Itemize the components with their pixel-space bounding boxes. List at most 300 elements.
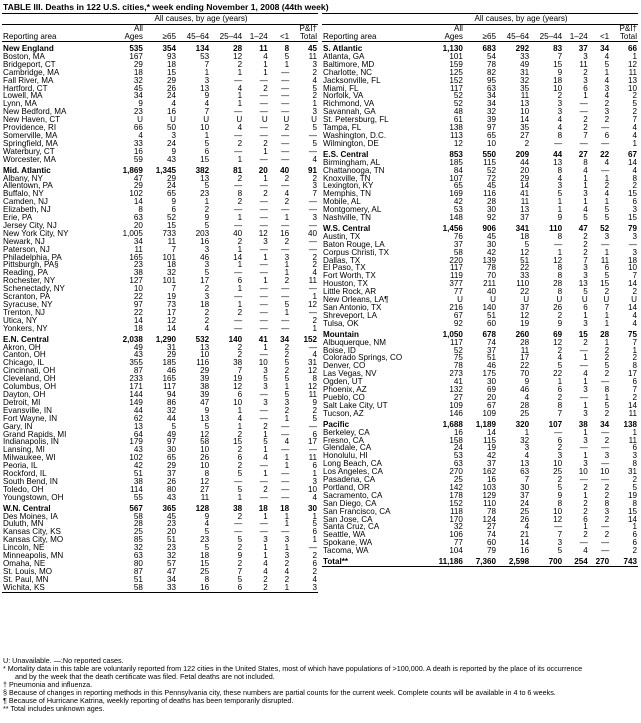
table-row bbox=[2, 513, 318, 521]
cell-value: 12 bbox=[307, 383, 317, 391]
cell-value: 38 bbox=[578, 419, 588, 429]
cell-value: 16 bbox=[177, 584, 210, 592]
cell-value: 8 bbox=[632, 174, 637, 183]
cell-value: 80 bbox=[167, 485, 177, 494]
cell-value: 2 bbox=[263, 422, 268, 431]
cell-value: 159 bbox=[449, 60, 463, 69]
cell-value: 13 bbox=[200, 343, 210, 352]
reporting-area-name: Philadelphia, PA bbox=[3, 253, 62, 262]
cell-value: — bbox=[259, 390, 268, 399]
cell-value: 4 bbox=[284, 190, 290, 199]
reporting-area-name: Salt Lake City, UT bbox=[323, 401, 388, 410]
cell-value: 3 bbox=[632, 206, 637, 215]
cell-value: 12 bbox=[520, 248, 530, 257]
cell-value: 2 bbox=[604, 346, 610, 355]
table-row bbox=[2, 246, 318, 254]
cell-value: 5 bbox=[284, 359, 290, 368]
cell-value: 14 bbox=[233, 253, 243, 262]
cell-value: — bbox=[308, 285, 317, 294]
reporting-area-name: Cincinnati, OH bbox=[3, 367, 56, 376]
cell-value: 102 bbox=[129, 190, 143, 199]
reporting-area-name: South Bend, IN bbox=[3, 477, 58, 486]
cell-value: 1 bbox=[284, 308, 290, 317]
reporting-area-name: Dayton, OH bbox=[3, 390, 46, 399]
cell-value: 550 bbox=[482, 149, 497, 159]
cell-value: 1 bbox=[237, 261, 243, 270]
table-row bbox=[2, 552, 318, 560]
cell-value: 17 bbox=[167, 308, 177, 317]
cell-value: 4 bbox=[204, 520, 210, 529]
reporting-area-name: Chicago, IL bbox=[3, 359, 44, 368]
cell-value: 5 bbox=[204, 182, 210, 191]
cell-value: 175 bbox=[482, 370, 497, 379]
cell-value: 4 bbox=[632, 131, 637, 140]
cell-value: 1,345 bbox=[155, 165, 177, 175]
cell-value: 5 bbox=[632, 100, 637, 109]
cell-value: 14 bbox=[133, 316, 143, 325]
cell-value: 22 bbox=[520, 362, 530, 371]
reporting-area-name: Shreveport, LA bbox=[323, 311, 377, 320]
cell-value: 4 bbox=[237, 124, 243, 132]
cell-value: 12 bbox=[258, 229, 268, 238]
cell-value: 1 bbox=[604, 338, 610, 347]
cell-value: 4 bbox=[284, 438, 290, 447]
cell-value: 58 bbox=[133, 512, 143, 521]
reporting-area-name: San Diego, CA bbox=[323, 499, 377, 508]
cell-value: 13 bbox=[200, 174, 210, 183]
table-row bbox=[322, 198, 638, 206]
cell-value: 31 bbox=[627, 468, 637, 477]
cell-value: 743 bbox=[610, 555, 638, 566]
table-row bbox=[322, 437, 638, 445]
reporting-area-name: Omaha, NE bbox=[3, 560, 46, 568]
cell-value: 320 bbox=[515, 419, 530, 429]
cell-value: 38 bbox=[233, 503, 243, 513]
cell-value: 2 bbox=[632, 92, 637, 101]
cell-value: 1,130 bbox=[442, 44, 463, 53]
cell-value: 11 bbox=[520, 346, 530, 355]
cell-value: 2 bbox=[632, 354, 637, 363]
cell-value: 2 bbox=[263, 139, 268, 148]
cell-value: — bbox=[259, 520, 268, 529]
cell-value: 13 bbox=[200, 414, 210, 423]
cell-value: 169 bbox=[449, 190, 463, 199]
cell-value: 3 bbox=[204, 293, 210, 301]
cell-value: — bbox=[281, 422, 290, 431]
cell-value: — bbox=[601, 139, 610, 148]
cell-value: 10 bbox=[520, 108, 530, 117]
cell-value: — bbox=[281, 245, 290, 254]
cell-value: 37 bbox=[487, 346, 497, 355]
cell-value: 15 bbox=[200, 560, 210, 568]
cell-value: 1 bbox=[284, 60, 290, 69]
cell-value: 1 bbox=[263, 60, 268, 69]
table-row bbox=[322, 296, 638, 304]
cell-value: — bbox=[281, 430, 290, 439]
cell-value: 8 bbox=[237, 190, 243, 199]
cell-value: 3 bbox=[583, 76, 588, 85]
reporting-area-name: Youngstown, OH bbox=[3, 493, 64, 502]
cell-value: 32 bbox=[520, 436, 530, 445]
reporting-area-name: Lynn, MA bbox=[3, 100, 37, 109]
cell-value: 47 bbox=[578, 223, 588, 233]
cell-value: 117 bbox=[450, 84, 463, 93]
cell-value: 49 bbox=[133, 343, 143, 352]
cell-value: 13 bbox=[200, 84, 210, 93]
reporting-area-name: Buffalo, NY bbox=[3, 190, 44, 199]
region-row bbox=[2, 502, 318, 513]
cell-value: 40 bbox=[280, 165, 290, 175]
cell-value: 2 bbox=[557, 346, 563, 355]
table-row bbox=[2, 116, 318, 124]
reporting-area-name: Phoenix, AZ bbox=[323, 386, 367, 394]
reporting-area-name: Trenton, NJ bbox=[3, 308, 45, 317]
cell-value: 5 bbox=[312, 520, 317, 529]
cell-value: — bbox=[281, 155, 290, 164]
reporting-area-name: New Haven, CT bbox=[3, 116, 61, 125]
cell-value: 134 bbox=[195, 44, 210, 53]
cell-value: U bbox=[283, 116, 290, 125]
reporting-area-name: Jersey City, NJ bbox=[3, 221, 57, 230]
cell-value: — bbox=[259, 108, 268, 117]
reporting-area-name: Long Beach, CA bbox=[323, 460, 382, 469]
cell-value: 38 bbox=[133, 269, 143, 278]
cell-value: 6 bbox=[204, 147, 210, 156]
cell-value: 78 bbox=[487, 507, 497, 516]
cell-value: 170 bbox=[449, 515, 463, 524]
cell-value: 4 bbox=[557, 116, 563, 125]
cell-value: 54 bbox=[487, 52, 497, 61]
cell-value: 5 bbox=[204, 269, 210, 278]
cell-value: — bbox=[579, 139, 588, 148]
cell-value: 1 bbox=[632, 139, 637, 148]
table-row bbox=[2, 423, 318, 431]
reporting-area-name: Los Angeles, CA bbox=[323, 468, 383, 477]
footnote-total: ** Total includes unknown ages. bbox=[3, 704, 105, 713]
reporting-area-name: Gary, IN bbox=[3, 422, 33, 431]
cell-value: 6 bbox=[632, 531, 637, 540]
cell-value: 2 bbox=[312, 261, 317, 270]
cell-value: 14 bbox=[627, 158, 637, 167]
cell-value: 2 bbox=[312, 316, 317, 325]
cell-value: 72 bbox=[487, 174, 497, 183]
cell-value: — bbox=[259, 221, 268, 230]
cell-value: 3 bbox=[263, 536, 268, 545]
cell-value: 101 bbox=[162, 253, 177, 262]
cell-value: — bbox=[259, 493, 268, 502]
cell-value: 3 bbox=[557, 452, 563, 461]
cell-value: 94 bbox=[167, 390, 177, 399]
cell-value: 14 bbox=[627, 280, 637, 289]
cell-value: 32 bbox=[453, 523, 463, 532]
cell-value: 2 bbox=[312, 92, 317, 101]
cell-value: 21 bbox=[520, 531, 530, 540]
cell-value: 6 bbox=[632, 539, 637, 548]
cell-value: 2 bbox=[583, 483, 588, 492]
cell-value: 5 bbox=[237, 485, 243, 494]
cell-value: 185 bbox=[449, 158, 463, 167]
cell-value: 211 bbox=[483, 280, 497, 289]
cell-value: 5 bbox=[557, 190, 563, 199]
cell-value: 14 bbox=[520, 116, 530, 125]
cell-value: 11 bbox=[520, 198, 530, 207]
cell-value: 139 bbox=[482, 256, 497, 265]
table-row bbox=[322, 452, 638, 460]
cell-value: 5 bbox=[284, 52, 290, 61]
cell-value: 144 bbox=[129, 390, 143, 399]
table-row bbox=[322, 214, 638, 222]
table-row bbox=[322, 132, 638, 140]
cell-value: 1 bbox=[557, 248, 563, 257]
cell-value: 67 bbox=[453, 311, 463, 320]
cell-value: — bbox=[281, 477, 290, 486]
table-row bbox=[322, 77, 638, 85]
cell-value: 532 bbox=[195, 334, 210, 344]
cell-value: — bbox=[259, 301, 268, 309]
cell-value: U bbox=[556, 296, 563, 304]
cell-value: 106 bbox=[449, 531, 463, 540]
cell-value: 20 bbox=[487, 393, 497, 402]
cell-value: 152 bbox=[303, 334, 317, 344]
cell-value: 78 bbox=[487, 60, 497, 69]
cell-value: 2 bbox=[204, 285, 210, 294]
cell-value: 1 bbox=[583, 452, 588, 461]
cell-value: 52 bbox=[453, 100, 463, 109]
cell-value: 34 bbox=[167, 575, 177, 584]
cell-value: 1,456 bbox=[442, 223, 463, 233]
cell-value: 2 bbox=[557, 393, 563, 402]
cell-value: 2 bbox=[312, 174, 317, 183]
reporting-area-name: San Antonio, TX bbox=[323, 304, 382, 312]
cell-value: — bbox=[259, 100, 268, 109]
table-row bbox=[2, 536, 318, 544]
cell-value: 4 bbox=[284, 567, 290, 576]
region-row bbox=[2, 333, 318, 344]
all-header: All bbox=[133, 24, 143, 33]
cell-value: 29 bbox=[167, 351, 177, 360]
cell-value: — bbox=[259, 182, 268, 191]
cell-value: 2 bbox=[284, 406, 290, 415]
table-row bbox=[2, 77, 318, 85]
cell-value: — bbox=[601, 444, 610, 453]
cell-value: 1 bbox=[263, 253, 268, 262]
reporting-area-name: San Francisco, CA bbox=[323, 507, 391, 516]
cell-value: 3 bbox=[604, 452, 610, 461]
cell-value: 83 bbox=[553, 44, 563, 53]
reporting-area-name: Denver, CO bbox=[323, 362, 366, 371]
reporting-area-name: Lansing, MI bbox=[3, 446, 45, 455]
cell-value: 117 bbox=[450, 264, 463, 273]
cell-value: 2 bbox=[312, 406, 317, 415]
cell-value: 5 bbox=[632, 483, 637, 492]
cell-value: 17 bbox=[520, 354, 530, 363]
cell-value: 1 bbox=[583, 174, 588, 183]
table-row bbox=[322, 547, 638, 555]
table-row bbox=[2, 470, 318, 478]
reporting-area-name: Yonkers, NY bbox=[3, 324, 48, 333]
cell-value: 10 bbox=[200, 462, 210, 471]
cell-value: 3 bbox=[284, 398, 290, 407]
cell-value: — bbox=[281, 285, 290, 294]
cell-value: 1 bbox=[263, 512, 268, 521]
table-row bbox=[2, 438, 318, 446]
cell-value: 26 bbox=[520, 515, 530, 524]
cell-value: 3 bbox=[557, 182, 563, 191]
table-row bbox=[322, 159, 638, 167]
cell-value: — bbox=[234, 182, 243, 191]
cell-value: 6 bbox=[312, 430, 317, 439]
cell-value: 5 bbox=[263, 375, 268, 384]
cell-value: 31 bbox=[307, 359, 317, 368]
cell-value: 1 bbox=[312, 536, 317, 545]
cell-value: — bbox=[601, 476, 610, 484]
cell-value: 1 bbox=[312, 512, 317, 521]
cell-value: 43 bbox=[133, 446, 143, 455]
cell-value: — bbox=[281, 493, 290, 502]
cell-value: 2 bbox=[583, 116, 588, 125]
cell-value: — bbox=[234, 76, 243, 85]
cell-value: 5 bbox=[204, 422, 210, 431]
table-row bbox=[2, 198, 318, 206]
cell-value: — bbox=[308, 446, 317, 455]
cell-value: 63 bbox=[487, 84, 497, 93]
cell-value: 15 bbox=[200, 155, 210, 164]
cell-value: 51 bbox=[133, 575, 143, 584]
cell-value: 22 bbox=[520, 288, 530, 297]
table-row bbox=[322, 347, 638, 355]
reporting-area-name: Duluth, MN bbox=[3, 520, 44, 529]
reporting-area-name: Jacksonville, FL bbox=[323, 76, 381, 85]
table-row bbox=[322, 429, 638, 437]
cell-value: 8 bbox=[557, 232, 563, 241]
cell-value: 3 bbox=[204, 245, 210, 254]
cell-value: 2 bbox=[583, 338, 588, 347]
table-row bbox=[2, 486, 318, 494]
cell-value: 19 bbox=[167, 293, 177, 301]
cell-value: 18 bbox=[200, 552, 210, 560]
reporting-area-name: Knoxville, TN bbox=[323, 174, 371, 183]
cell-value: U bbox=[523, 296, 530, 304]
cell-value: 4 bbox=[312, 269, 317, 278]
cell-value: 8 bbox=[557, 499, 563, 508]
cell-value: 1 bbox=[632, 346, 637, 355]
cell-value: 1 bbox=[284, 544, 290, 553]
table-row bbox=[2, 92, 318, 100]
cell-value: 14 bbox=[627, 515, 637, 524]
cell-value: 2 bbox=[237, 198, 243, 207]
cell-value: 3 bbox=[604, 108, 610, 117]
cell-value: 97 bbox=[487, 124, 497, 132]
cell-value: 7 bbox=[604, 304, 610, 312]
cell-value: 7 bbox=[171, 245, 177, 254]
cell-value: — bbox=[579, 108, 588, 117]
cell-value: — bbox=[281, 485, 290, 494]
cell-value: 171 bbox=[129, 383, 143, 391]
cell-value: 43 bbox=[167, 493, 177, 502]
table-row bbox=[322, 386, 638, 394]
table-row bbox=[2, 325, 318, 333]
cell-value: 87 bbox=[133, 567, 143, 576]
cell-value: — bbox=[234, 324, 243, 333]
cell-value: — bbox=[579, 100, 588, 109]
cell-value: 4 bbox=[204, 100, 210, 109]
cell-value: — bbox=[259, 206, 268, 215]
cell-value: 2 bbox=[204, 206, 210, 215]
ages-header: Ages bbox=[124, 32, 143, 41]
cell-value: 233 bbox=[129, 375, 143, 384]
cell-value: — bbox=[234, 206, 243, 215]
table-row bbox=[2, 182, 318, 190]
cell-value: 11 bbox=[628, 68, 637, 77]
cell-value: 178 bbox=[449, 491, 463, 500]
cell-value: 1 bbox=[269, 584, 290, 592]
cell-value: 6 bbox=[237, 454, 243, 463]
reporting-area-name: Wilmington, DE bbox=[323, 139, 379, 148]
cell-value: 58 bbox=[453, 248, 463, 257]
cell-value: — bbox=[281, 139, 290, 148]
cell-value: — bbox=[281, 316, 290, 325]
cell-value: 1 bbox=[312, 324, 317, 333]
cell-value: 11 bbox=[308, 454, 317, 463]
cell-value: — bbox=[234, 147, 243, 156]
cell-value: 4 bbox=[524, 393, 530, 402]
cell-value: 12 bbox=[307, 367, 317, 376]
region-row bbox=[322, 328, 638, 339]
cell-value: 2 bbox=[557, 92, 563, 101]
cell-value: — bbox=[259, 198, 268, 207]
reporting-area-name: Portland, OR bbox=[323, 483, 370, 492]
cell-value: 15 bbox=[578, 329, 588, 339]
cell-value: 1 bbox=[237, 68, 243, 77]
cell-value: 10 bbox=[578, 468, 588, 477]
cell-value: 5 bbox=[604, 206, 610, 215]
table-row bbox=[2, 367, 318, 375]
cell-value: 4 bbox=[312, 575, 317, 584]
cell-value: 85 bbox=[133, 536, 143, 545]
cell-value: 365 bbox=[162, 503, 177, 513]
cell-value: 3 bbox=[204, 76, 210, 85]
table-row bbox=[322, 288, 638, 296]
cell-value: 5 bbox=[204, 221, 210, 230]
cell-value: 2 bbox=[284, 198, 290, 207]
reporting-area-name: New England bbox=[3, 44, 54, 53]
table-row bbox=[2, 53, 318, 61]
region-row bbox=[322, 222, 638, 233]
cell-value: 678 bbox=[482, 329, 497, 339]
cell-value: — bbox=[281, 182, 290, 191]
cell-value: 5 bbox=[237, 470, 243, 478]
cell-value: 377 bbox=[449, 280, 463, 289]
cell-value: 23 bbox=[200, 536, 210, 545]
cell-value: 35 bbox=[520, 124, 530, 132]
cell-value: — bbox=[601, 523, 610, 532]
cell-value: 63 bbox=[133, 214, 143, 222]
cell-value: 8 bbox=[632, 362, 637, 371]
table-row bbox=[322, 175, 638, 183]
table-row bbox=[322, 53, 638, 61]
table-row bbox=[2, 391, 318, 399]
cell-value: 40 bbox=[487, 288, 497, 297]
cell-value: 4 bbox=[604, 158, 610, 167]
reporting-area-name: Honolulu, HI bbox=[323, 452, 368, 461]
cell-value: 1 bbox=[237, 214, 243, 222]
cell-value: U bbox=[581, 296, 588, 304]
cell-value: — bbox=[259, 245, 268, 254]
cell-value: 25 bbox=[200, 567, 210, 576]
reporting-area-name: Paterson, NJ bbox=[3, 245, 50, 254]
cell-value: 60 bbox=[487, 539, 497, 548]
region-row bbox=[2, 42, 318, 53]
